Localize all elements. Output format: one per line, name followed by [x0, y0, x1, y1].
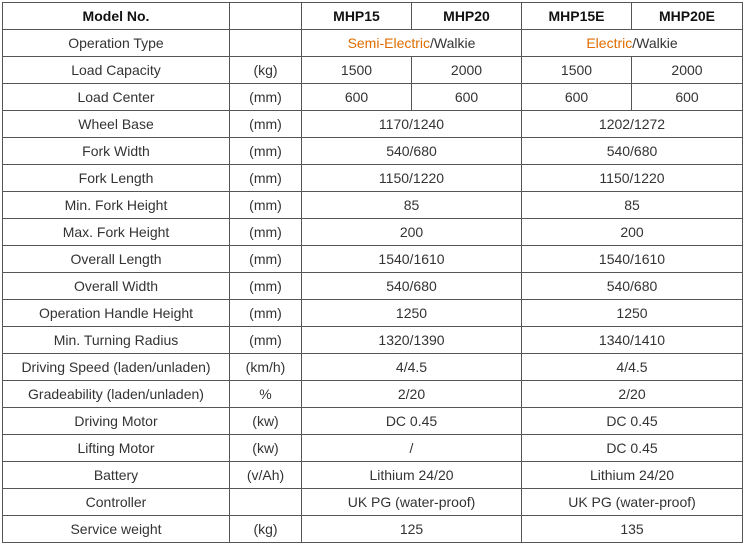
row-label: Fork Width — [3, 138, 230, 165]
spec-row — [3, 111, 743, 138]
unit-header — [230, 3, 302, 30]
row-value-semi-electric: 125 — [302, 516, 522, 543]
header-row — [3, 3, 743, 30]
spec-row — [3, 192, 743, 219]
spec-row — [3, 408, 743, 435]
row-value-semi-electric: 540/680 — [302, 138, 522, 165]
model-header-mhp15e: MHP15E — [522, 3, 632, 30]
row-label: Load Capacity — [3, 57, 230, 84]
row-unit: (kw) — [230, 435, 302, 462]
row-value: 600 — [522, 84, 632, 111]
row-value-electric: UK PG (water-proof) — [522, 489, 743, 516]
row-unit: (mm) — [230, 273, 302, 300]
row-value-semi-electric: 1250 — [302, 300, 522, 327]
row-value-semi-electric: 1170/1240 — [302, 111, 522, 138]
row-label: Operation Handle Height — [3, 300, 230, 327]
operation-type-electric — [522, 30, 743, 57]
row-value: 1500 — [302, 57, 412, 84]
row-unit: (v/Ah) — [230, 462, 302, 489]
row-value-electric: 2/20 — [522, 381, 743, 408]
row-value-semi-electric: 540/680 — [302, 273, 522, 300]
row-unit: (mm) — [230, 111, 302, 138]
row-value-electric: 1250 — [522, 300, 743, 327]
spec-row — [3, 57, 743, 84]
row-value-semi-electric: DC 0.45 — [302, 408, 522, 435]
row-unit — [230, 489, 302, 516]
row-unit: (kw) — [230, 408, 302, 435]
model-no-header: Model No. — [3, 3, 230, 30]
row-unit: (km/h) — [230, 354, 302, 381]
row-label: Fork Length — [3, 165, 230, 192]
row-value-electric: DC 0.45 — [522, 408, 743, 435]
row-unit: (mm) — [230, 138, 302, 165]
row-value-semi-electric: 1540/1610 — [302, 246, 522, 273]
operation-type-rest: /Walkie — [430, 35, 476, 51]
operation-type-highlight: Electric — [586, 35, 633, 51]
row-value-electric: 540/680 — [522, 273, 743, 300]
row-value-semi-electric: 4/4.5 — [302, 354, 522, 381]
spec-table-body — [3, 3, 743, 543]
model-header-mhp15: MHP15 — [302, 3, 412, 30]
row-value-semi-electric: / — [302, 435, 522, 462]
row-value-electric: 1340/1410 — [522, 327, 743, 354]
row-label: Gradeability (laden/unladen) — [3, 381, 230, 408]
row-value-electric: DC 0.45 — [522, 435, 743, 462]
row-value-electric: 135 — [522, 516, 743, 543]
spec-row — [3, 219, 743, 246]
row-value-electric: 200 — [522, 219, 743, 246]
row-unit: (mm) — [230, 84, 302, 111]
row-unit: (mm) — [230, 192, 302, 219]
spec-row — [3, 462, 743, 489]
row-label: Overall Length — [3, 246, 230, 273]
row-label: Battery — [3, 462, 230, 489]
row-value: 600 — [632, 84, 743, 111]
spec-row — [3, 84, 743, 111]
spec-row — [3, 300, 743, 327]
spec-row — [3, 138, 743, 165]
row-label: Driving Motor — [3, 408, 230, 435]
row-value-semi-electric: 1320/1390 — [302, 327, 522, 354]
operation-type-rest: /Walkie — [632, 35, 678, 51]
row-value-semi-electric: 85 — [302, 192, 522, 219]
row-unit: (mm) — [230, 219, 302, 246]
row-label: Service weight — [3, 516, 230, 543]
row-value-semi-electric: 200 — [302, 219, 522, 246]
row-unit: (mm) — [230, 300, 302, 327]
row-unit: (mm) — [230, 165, 302, 192]
row-label: Operation Type — [3, 30, 230, 57]
row-unit: (mm) — [230, 246, 302, 273]
row-unit: (kg) — [230, 57, 302, 84]
model-header-mhp20e: MHP20E — [632, 3, 743, 30]
spec-row — [3, 165, 743, 192]
spec-table — [2, 2, 743, 543]
row-value-semi-electric: Lithium 24/20 — [302, 462, 522, 489]
row-label: Min. Fork Height — [3, 192, 230, 219]
row-value-electric: 1540/1610 — [522, 246, 743, 273]
row-value-semi-electric: UK PG (water-proof) — [302, 489, 522, 516]
row-label: Max. Fork Height — [3, 219, 230, 246]
operation-type-highlight: Semi-Electric — [347, 35, 431, 51]
operation-type-row — [3, 30, 743, 57]
row-label: Lifting Motor — [3, 435, 230, 462]
row-label: Controller — [3, 489, 230, 516]
row-value-semi-electric: 1150/1220 — [302, 165, 522, 192]
row-value: 600 — [412, 84, 522, 111]
operation-type-semi — [302, 30, 522, 57]
row-value-electric: 540/680 — [522, 138, 743, 165]
spec-row — [3, 489, 743, 516]
row-label: Min. Turning Radius — [3, 327, 230, 354]
row-value-electric: 1150/1220 — [522, 165, 743, 192]
spec-row — [3, 435, 743, 462]
row-label: Load Center — [3, 84, 230, 111]
spec-row — [3, 354, 743, 381]
row-value: 1500 — [522, 57, 632, 84]
spec-row — [3, 273, 743, 300]
spec-row — [3, 327, 743, 354]
row-unit — [230, 30, 302, 57]
row-value-semi-electric: 2/20 — [302, 381, 522, 408]
row-label: Wheel Base — [3, 111, 230, 138]
spec-row — [3, 246, 743, 273]
row-label: Overall Width — [3, 273, 230, 300]
spec-row — [3, 381, 743, 408]
row-value-electric: 4/4.5 — [522, 354, 743, 381]
row-value-electric: 85 — [522, 192, 743, 219]
row-unit: (kg) — [230, 516, 302, 543]
row-value-electric: Lithium 24/20 — [522, 462, 743, 489]
model-header-mhp20: MHP20 — [412, 3, 522, 30]
row-unit: (mm) — [230, 327, 302, 354]
row-value-electric: 1202/1272 — [522, 111, 743, 138]
row-value: 2000 — [632, 57, 743, 84]
row-value: 600 — [302, 84, 412, 111]
row-value: 2000 — [412, 57, 522, 84]
spec-row — [3, 516, 743, 543]
row-label: Driving Speed (laden/unladen) — [3, 354, 230, 381]
row-unit: % — [230, 381, 302, 408]
